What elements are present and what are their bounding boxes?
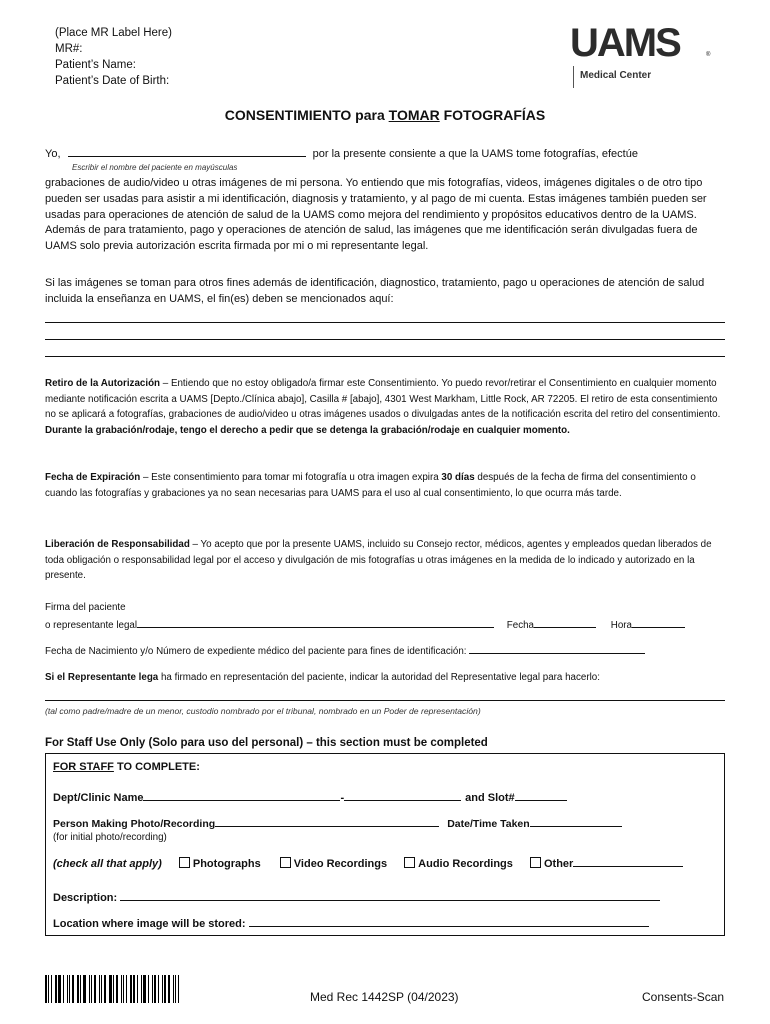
slot-field[interactable] <box>515 790 567 801</box>
withdrawal-text: – Entiendo que no estoy obligado/a firmar este Consentimiento. Yo puedo revor/retirar el Consentimiento en cualquier momento mediante notificación escrita a UAMS [Depto./Clínica abajo], Casilla # [abajo], 4301 West Markham, Little Rock, AR 72205. El retiro de esta consentimiento no se aplicará a fotografías, grabaciones de audio/video u otras imágenes usados o divulgadas antes de la notificación escrita del retiro del consentimiento. <box>45 378 721 421</box>
check-all-label: (check all that apply) <box>53 858 162 870</box>
barcode-bar <box>133 975 135 1003</box>
barcode-bar <box>99 975 100 1003</box>
barcode-bar <box>113 975 114 1003</box>
barcode-bar <box>80 975 81 1003</box>
datetime-label: Date/Time Taken <box>447 818 530 830</box>
barcode-bar <box>164 975 166 1003</box>
staff-box <box>45 753 725 936</box>
barcode-bar <box>173 975 174 1003</box>
title-part-2: FOTOGRAFÍAS <box>439 107 546 123</box>
barcode-bar <box>69 975 70 1003</box>
slot-label: and Slot# <box>465 792 515 804</box>
mr-label-placeholder: (Place MR Label Here) <box>55 27 172 39</box>
option-audio[interactable] <box>404 858 513 870</box>
option-video[interactable] <box>280 858 387 870</box>
other-checkbox[interactable] <box>530 857 541 868</box>
representative-row <box>45 670 725 686</box>
fecha-field[interactable] <box>534 617 596 628</box>
barcode-bar <box>58 975 61 1003</box>
expiration-section <box>45 470 725 501</box>
dob-field[interactable] <box>469 643 645 654</box>
logo-subtitle: Medical Center <box>580 70 652 81</box>
initial-note: (for initial photo/recording) <box>53 832 167 843</box>
staff-heading: For Staff Use Only (Solo para uso del personal) – this section must be completed <box>45 737 488 749</box>
patient-name-field[interactable] <box>68 146 306 157</box>
withdrawal-section <box>45 376 725 438</box>
for-staff-underlined: FOR STAFF <box>53 761 114 773</box>
dob-row <box>45 643 725 660</box>
patient-name-hint: Escribir el nombre del paciente en mayúsculas <box>72 163 238 172</box>
release-text: – Yo acepto que por la presente UAMS, incluido su Consejo rector, médicos, agentes y empleados quedan liberados de toda obligación o responsabilidad legal por el acceso y divulgación de mis fotografías u otras imágenes en la medida de lo indicado y autorizado en la presente. <box>45 539 712 582</box>
for-staff-title <box>53 761 200 773</box>
location-field[interactable] <box>249 916 649 927</box>
purpose-line-3[interactable] <box>45 356 725 357</box>
dept-field-2[interactable] <box>344 790 461 801</box>
expiration-heading: Fecha de Expiración <box>45 472 141 483</box>
logo-registered-mark: ® <box>706 52 711 58</box>
barcode-bar <box>178 975 179 1003</box>
datetime-field[interactable] <box>530 816 622 827</box>
consent-intro: por la presente consiente a que la UAMS tome fotografías, efectúe <box>312 148 638 160</box>
barcode-bar <box>104 975 106 1003</box>
purpose-line-1[interactable] <box>45 322 725 323</box>
video-checkbox[interactable] <box>280 857 291 868</box>
barcode-bar <box>121 975 122 1003</box>
patient-name-label: Patient’s Name: <box>55 59 136 71</box>
barcode-bar <box>72 975 74 1003</box>
barcode-bar <box>168 975 170 1003</box>
dob-label: Fecha de Nacimiento y/o Número de expediente médico del paciente para fines de identificación: <box>45 646 467 657</box>
audio-label: Audio Recordings <box>418 858 513 870</box>
release-heading: Liberación de Responsabilidad <box>45 539 190 550</box>
other-label: Other <box>543 858 574 870</box>
barcode-bar <box>48 975 49 1003</box>
representative-bold: Si el Representante lega <box>45 672 159 683</box>
consent-first-line <box>45 146 725 163</box>
barcode-bar <box>109 975 112 1003</box>
video-label: Video Recordings <box>293 858 388 870</box>
barcode-bar <box>83 975 86 1003</box>
mr-number-label: MR#: <box>55 43 83 55</box>
barcode-bar <box>143 975 146 1003</box>
hora-field[interactable] <box>632 617 685 628</box>
barcode-bar <box>51 975 52 1003</box>
barcode-bar <box>55 975 57 1003</box>
dept-field[interactable] <box>143 790 340 801</box>
expiration-days: 30 días <box>441 472 475 483</box>
barcode-bar <box>101 975 102 1003</box>
expiration-text-2: después de la fecha de firma del consentimiento o cuando las fotografías y grabaciones ya no sean necesarias para UAMS para el uso al cual consentimiento, lo que ocurra más tarde. <box>45 472 696 499</box>
title-underlined: TOMAR <box>388 107 440 123</box>
description-label: Description: <box>53 892 118 904</box>
barcode-bar <box>77 975 79 1003</box>
barcode-bar <box>137 975 138 1003</box>
barcode-bar <box>130 975 132 1003</box>
signature-row <box>45 617 725 634</box>
barcode-bar <box>152 975 153 1003</box>
title-part-1: CONSENTIMIENTO para <box>224 107 389 123</box>
patient-dob-label: Patient’s Date of Birth: <box>55 75 170 87</box>
other-field[interactable] <box>573 856 683 867</box>
barcode-bar <box>45 975 47 1003</box>
withdrawal-bold-end: Durante la grabación/rodaje, tengo el derecho a pedir que se detenga la grabación/rodaje en cualquier momento. <box>45 424 570 436</box>
barcode-bar <box>154 975 156 1003</box>
barcode-bar <box>89 975 90 1003</box>
representative-hint: (tal como padre/madre de un menor, custodio nombrado por el tribunal, nombrado en un Poder de representación) <box>45 706 481 716</box>
location-label: Location where image will be stored: <box>53 918 246 930</box>
form-category: Consents-Scan <box>642 990 725 1004</box>
withdrawal-heading: Retiro de la Autorización <box>45 378 161 389</box>
to-complete-label: TO COMPLETE: <box>113 761 200 773</box>
barcode-bar <box>116 975 118 1003</box>
person-field[interactable] <box>215 816 439 827</box>
yo-label: Yo, <box>45 148 61 160</box>
representative-authority-field[interactable] <box>45 700 725 701</box>
barcode-image <box>45 975 180 1003</box>
barcode-bar <box>158 975 159 1003</box>
barcode-bar <box>162 975 163 1003</box>
consent-body: grabaciones de audio/video u otras imágenes de mi persona. Yo entiendo que mis fotografías, videos, imágenes digitales o de otro tipo pueden ser usadas para asistir a mi identificación, diagnosis y tratamiento, y al pago de mi cuenta. Estas imágenes también pueden ser usadas para operaciones de atención de salud de la UAMS como mejora del rendimiento y propósitos educativos dentro de la UAMS. Además de para tratamiento, pago y operaciones de atención de salud, las imágenes que me identificación serán divulgadas fuera de UAMS solo previa autorización escrita firmada por mi o mi representante legal. <box>45 177 707 253</box>
representative-text: ha firmado en representación del paciente, indicar la autoridad del Representative legal para hacerlo: <box>158 672 600 683</box>
barcode-bar <box>67 975 68 1003</box>
barcode-bar <box>126 975 127 1003</box>
logo-divider <box>573 66 574 88</box>
description-row <box>53 890 660 904</box>
barcode-bar <box>91 975 92 1003</box>
fecha-label: Fecha <box>506 620 535 631</box>
form-number: Med Rec 1442SP (04/2023) <box>310 990 459 1004</box>
option-photographs[interactable] <box>179 858 261 870</box>
signature-field[interactable] <box>137 617 494 628</box>
dept-label: Dept/Clinic Name <box>53 792 144 804</box>
mr-label-block <box>55 25 172 89</box>
logo-wordmark: UAMS <box>570 21 680 65</box>
photographs-checkbox[interactable] <box>179 857 190 868</box>
uams-logo <box>570 22 720 88</box>
barcode-bar <box>148 975 149 1003</box>
document-title <box>0 107 770 123</box>
person-label: Person Making Photo/Recording <box>53 818 216 830</box>
check-row <box>53 856 683 870</box>
audio-checkbox[interactable] <box>404 857 415 868</box>
barcode-bar <box>63 975 64 1003</box>
option-other[interactable] <box>530 858 683 870</box>
description-field[interactable] <box>120 890 660 901</box>
barcode-bar <box>123 975 124 1003</box>
signature-label-2: o representante legal <box>45 620 138 631</box>
barcode-bar <box>175 975 176 1003</box>
barcode-bar <box>141 975 142 1003</box>
location-row <box>53 916 649 930</box>
dept-row: Dept/Clinic Name - and Slot# <box>53 790 567 804</box>
release-section <box>45 537 725 584</box>
barcode-bar <box>94 975 96 1003</box>
expiration-text-1: – Este consentimiento para tomar mi fotografía u otra imagen expira <box>140 472 442 483</box>
hora-label: Hora <box>610 620 632 631</box>
photographs-label: Photographs <box>192 858 261 870</box>
purpose-line-2[interactable] <box>45 339 725 340</box>
signature-label-1: Firma del paciente <box>45 602 126 613</box>
other-purposes-text: Si las imágenes se toman para otros fines además de identificación, diagnostico, tratamiento, pago u operaciones de atención de salud incluida la enseñanza en UAMS, el fin(es) deben se mencionados aquí: <box>45 277 705 305</box>
person-row <box>53 816 622 830</box>
